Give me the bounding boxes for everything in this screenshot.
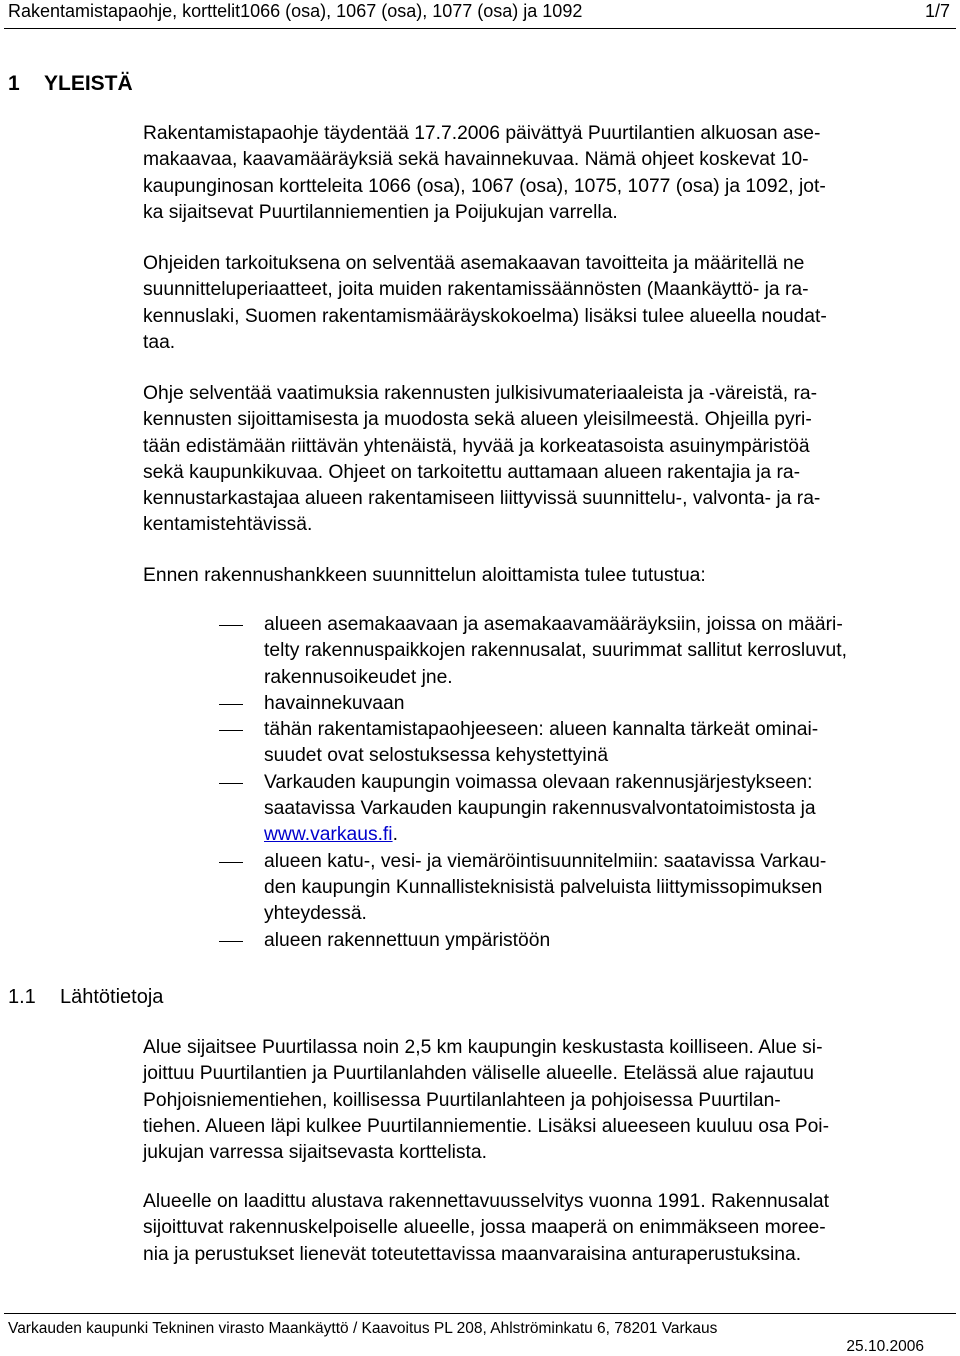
list-item [143,691,955,717]
text-line: havainnekuvaan [264,692,405,714]
section-number: 1 [8,72,20,95]
footer-address: Varkauden kaupunki Tekninen virasto Maankäyttö / Kaavoitus PL 208, Ahlströminkatu 6, 78201 Varkaus [8,1320,718,1337]
text-line: alueen asemakaavaan ja asemakaavamääräyksiin, joissa on määri- [264,614,843,635]
dash-bullet-icon [219,704,243,705]
paragraph-purpose [143,251,955,356]
text-line: Ohje selventää vaatimuksia rakennusten julkisivumateriaaleista ja -väreistä, ra- [143,383,818,404]
text-line: kennustarkastajaa alueen rakentamiseen liittyvissä suunnittelu-, valvonta- ja ra- [143,488,821,510]
text-line: yhteydessä. [264,903,367,925]
dash-bullet-icon [219,941,243,942]
text-line: joittuu Puurtilantien ja Puurtilanlahden väliselle alueelle. Etelässä alue rajautuu [143,1063,814,1085]
varkaus-website-link[interactable]: www.varkaus.fi [264,824,393,846]
list-item [143,928,955,954]
text-line: Varkauden kaupungin voimassa olevaan rakennusjärjestykseen: [264,771,813,793]
list-item [143,849,955,928]
text-line: suunnitteluperiaatteet, joita muiden rakentamissäännösten (Maankäyttö- ja ra- [143,279,809,301]
text-line: Rakentamistapaohje täydentää 17.7.2006 päivättyä Puurtilantien alkuosan ase- [143,123,821,144]
text-line: kennuslaki, Suomen rakentamismääräyskokoelma) lisäksi tulee alueella noudat- [143,305,827,327]
section-title: Lähtötietoja [60,986,164,1008]
dash-bullet-icon [219,625,243,626]
paragraph-buildability [143,1189,955,1268]
paragraph-location [143,1035,955,1166]
text-line: tähän rakentamistapaohjeeseen: alueen kannalta tärkeät ominai- [264,719,819,741]
paragraph-intro [143,121,955,226]
text-line: saatavissa Varkauden kaupungin rakennusvalvontatoimistosta ja [264,798,816,820]
text-line: Ohjeiden tarkoituksena on selventää asemakaavan tavoitteita ja määritellä ne [143,253,805,274]
text-line: alueen rakennettuun ympäristöön [264,929,551,951]
header-rule [4,28,956,29]
prerequisite-list [143,612,955,954]
text-line: kennusten sijoittamisesta ja muodosta sekä alueen yleisilmeestä. Ohjeilla pyri- [143,409,812,431]
section-heading-yleista [8,71,133,97]
text-line: sijoittuvat rakennuskelpoiselle alueelle, jossa maaperä on enimmäkseen moree- [143,1217,826,1239]
section-title: YLEISTÄ [44,72,133,95]
text-line: telty rakennuspaikkojen rakennusalat, suurimmat sallitut kerrosluvut, [264,640,847,662]
link-suffix: . [392,824,398,846]
text-line: Ennen rakennushankkeen suunnittelun aloittamista tulee tutustua: [143,565,706,586]
section-heading-lahtotietoja [8,984,163,1010]
text-line: Alue sijaitsee Puurtilassa noin 2,5 km kaupungin keskustasta koilliseen. Alue si- [143,1037,823,1058]
text-line: kentamistehtävissä. [143,514,313,536]
text-line: Alueelle on laadittu alustava rakennettavuusselvitys vuonna 1991. Rakennusalat [143,1191,830,1212]
footer-date: 25.10.2006 [846,1338,924,1355]
list-item [143,612,955,691]
text-line: alueen katu-, vesi- ja viemäröintisuunnitelmiin: saatavissa Varkau- [264,850,827,872]
paragraph-requirements [143,381,955,539]
document-title: Rakentamistapaohje, korttelit1066 (osa), 1067 (osa), 1077 (osa) ja 1092 [8,1,583,21]
text-line: jukujan varressa sijaitsevasta korttelista. [143,1142,487,1164]
text-line: suudet ovat selostuksessa kehystettyinä [264,745,609,767]
dash-bullet-icon [219,730,243,731]
text-line: sekä kaupunkikuvaa. Ohjeet on tarkoitettu auttamaan alueen rakentajia ja ra- [143,461,801,483]
text-line: taa. [143,331,176,353]
footer-rule [4,1313,956,1314]
text-line: kaupunginosan kortteleita 1066 (osa), 1067 (osa), 1075, 1077 (osa) ja 1092, jot- [143,175,826,197]
text-line: rakennusoikeudet jne. [264,666,453,688]
text-line: den kaupungin Kunnallisteknisistä palveluista liittymissopimuksen [264,876,823,898]
text-line: ka sijaitsevat Puurtilanniementien ja Poijukujan varrella. [143,201,618,223]
paragraph-list-intro [143,563,955,589]
section-number: 1.1 [8,986,36,1008]
text-line: Pohjoisniementiehen, koillisessa Puurtilanlahteen ja pohjoisessa Puurtilan- [143,1089,781,1111]
list-item [143,770,955,849]
dash-bullet-icon [219,862,243,863]
text-line: tiehen. Alueen läpi kulkee Puurtilanniementie. Lisäksi alueeseen kuuluu osa Poi- [143,1115,829,1137]
dash-bullet-icon [219,783,243,784]
text-line: tään edistämään riittävän yhtenäistä, hyvää ja korkeatasoista asuinympäristöä [143,435,810,457]
text-line: makaavaa, kaavamääräyksiä sekä havainnekuvaa. Nämä ohjeet koskevat 10- [143,149,809,171]
page-number: 1/7 [924,1,950,21]
text-line: nia ja perustukset lienevät toteutettavissa maanvaraisina anturaperustuksina. [143,1243,802,1265]
list-item [143,717,955,770]
